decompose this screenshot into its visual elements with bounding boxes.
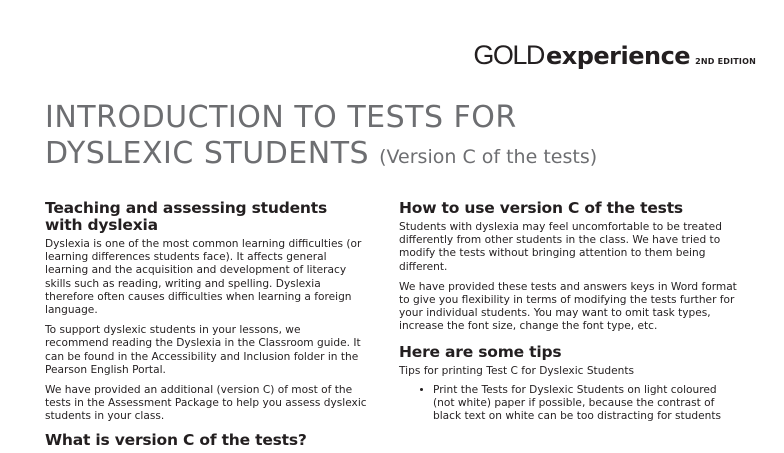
dyslexia-paragraph: Dyslexia is one of the most common learning difficulties (or learning differences students face). It affects general learning and the acquisition and development of literacy skills such as reading, writing and spelling. Dyslexia therefore often causes difficulties when learning a foreign language. <box>45 238 362 317</box>
tip-item: • Print the Tests for Dyslexic Students on light coloured (not white) paper if possible, because the contrast of black text on white can be too distracting for students <box>433 384 739 424</box>
page-title <box>45 100 597 175</box>
logo-edition: 2ND EDITION <box>695 57 756 66</box>
heading-line-2: with dyslexia <box>45 216 158 234</box>
logo-gold: GOLD <box>473 40 544 70</box>
version-c-paragraph: We have provided an additional (version C) of most of the tests in the Assessment Package to help you assess dyslexic students in your class. <box>45 384 367 423</box>
tips-intro: Tips for printing Test C for Dyslexic Students <box>399 364 635 377</box>
tips-list <box>399 384 739 424</box>
gold-experience-logo <box>473 40 756 71</box>
title-line-1: INTRODUCTION TO TESTS FOR <box>45 100 517 135</box>
uncomfortable-paragraph: Students with dyslexia may feel uncomfortable to be treated differently from other students in the class. We have tried to modify the tests without bringing attention to them being different. <box>399 221 722 273</box>
right-column <box>399 200 739 423</box>
what-is-version-c-heading: What is version C of the tests? <box>45 430 307 449</box>
tips-heading: Here are some tips <box>399 342 562 361</box>
title-version-note: (Version C of the tests) <box>379 146 598 168</box>
how-to-use-heading: How to use version C of the tests <box>399 199 683 217</box>
heading-line-1: Teaching and assessing students <box>45 199 327 217</box>
teaching-assessing-heading <box>45 200 367 234</box>
word-format-paragraph: We have provided these tests and answers keys in Word format to give you flexibility in terms of modifying the tests further for your individual students. You may want to omit task types, increase the font size, change the font type, etc. <box>399 280 737 333</box>
support-paragraph: To support dyslexic students in your lessons, we recommend reading the Dyslexia in the Classroom guide. It can be found in the Accessibility and Inclusion folder in the Pearson English Portal. <box>45 324 361 376</box>
title-line-2: DYSLEXIC STUDENTS <box>45 136 370 171</box>
left-column <box>45 200 367 453</box>
logo-experience: experience <box>545 42 691 70</box>
